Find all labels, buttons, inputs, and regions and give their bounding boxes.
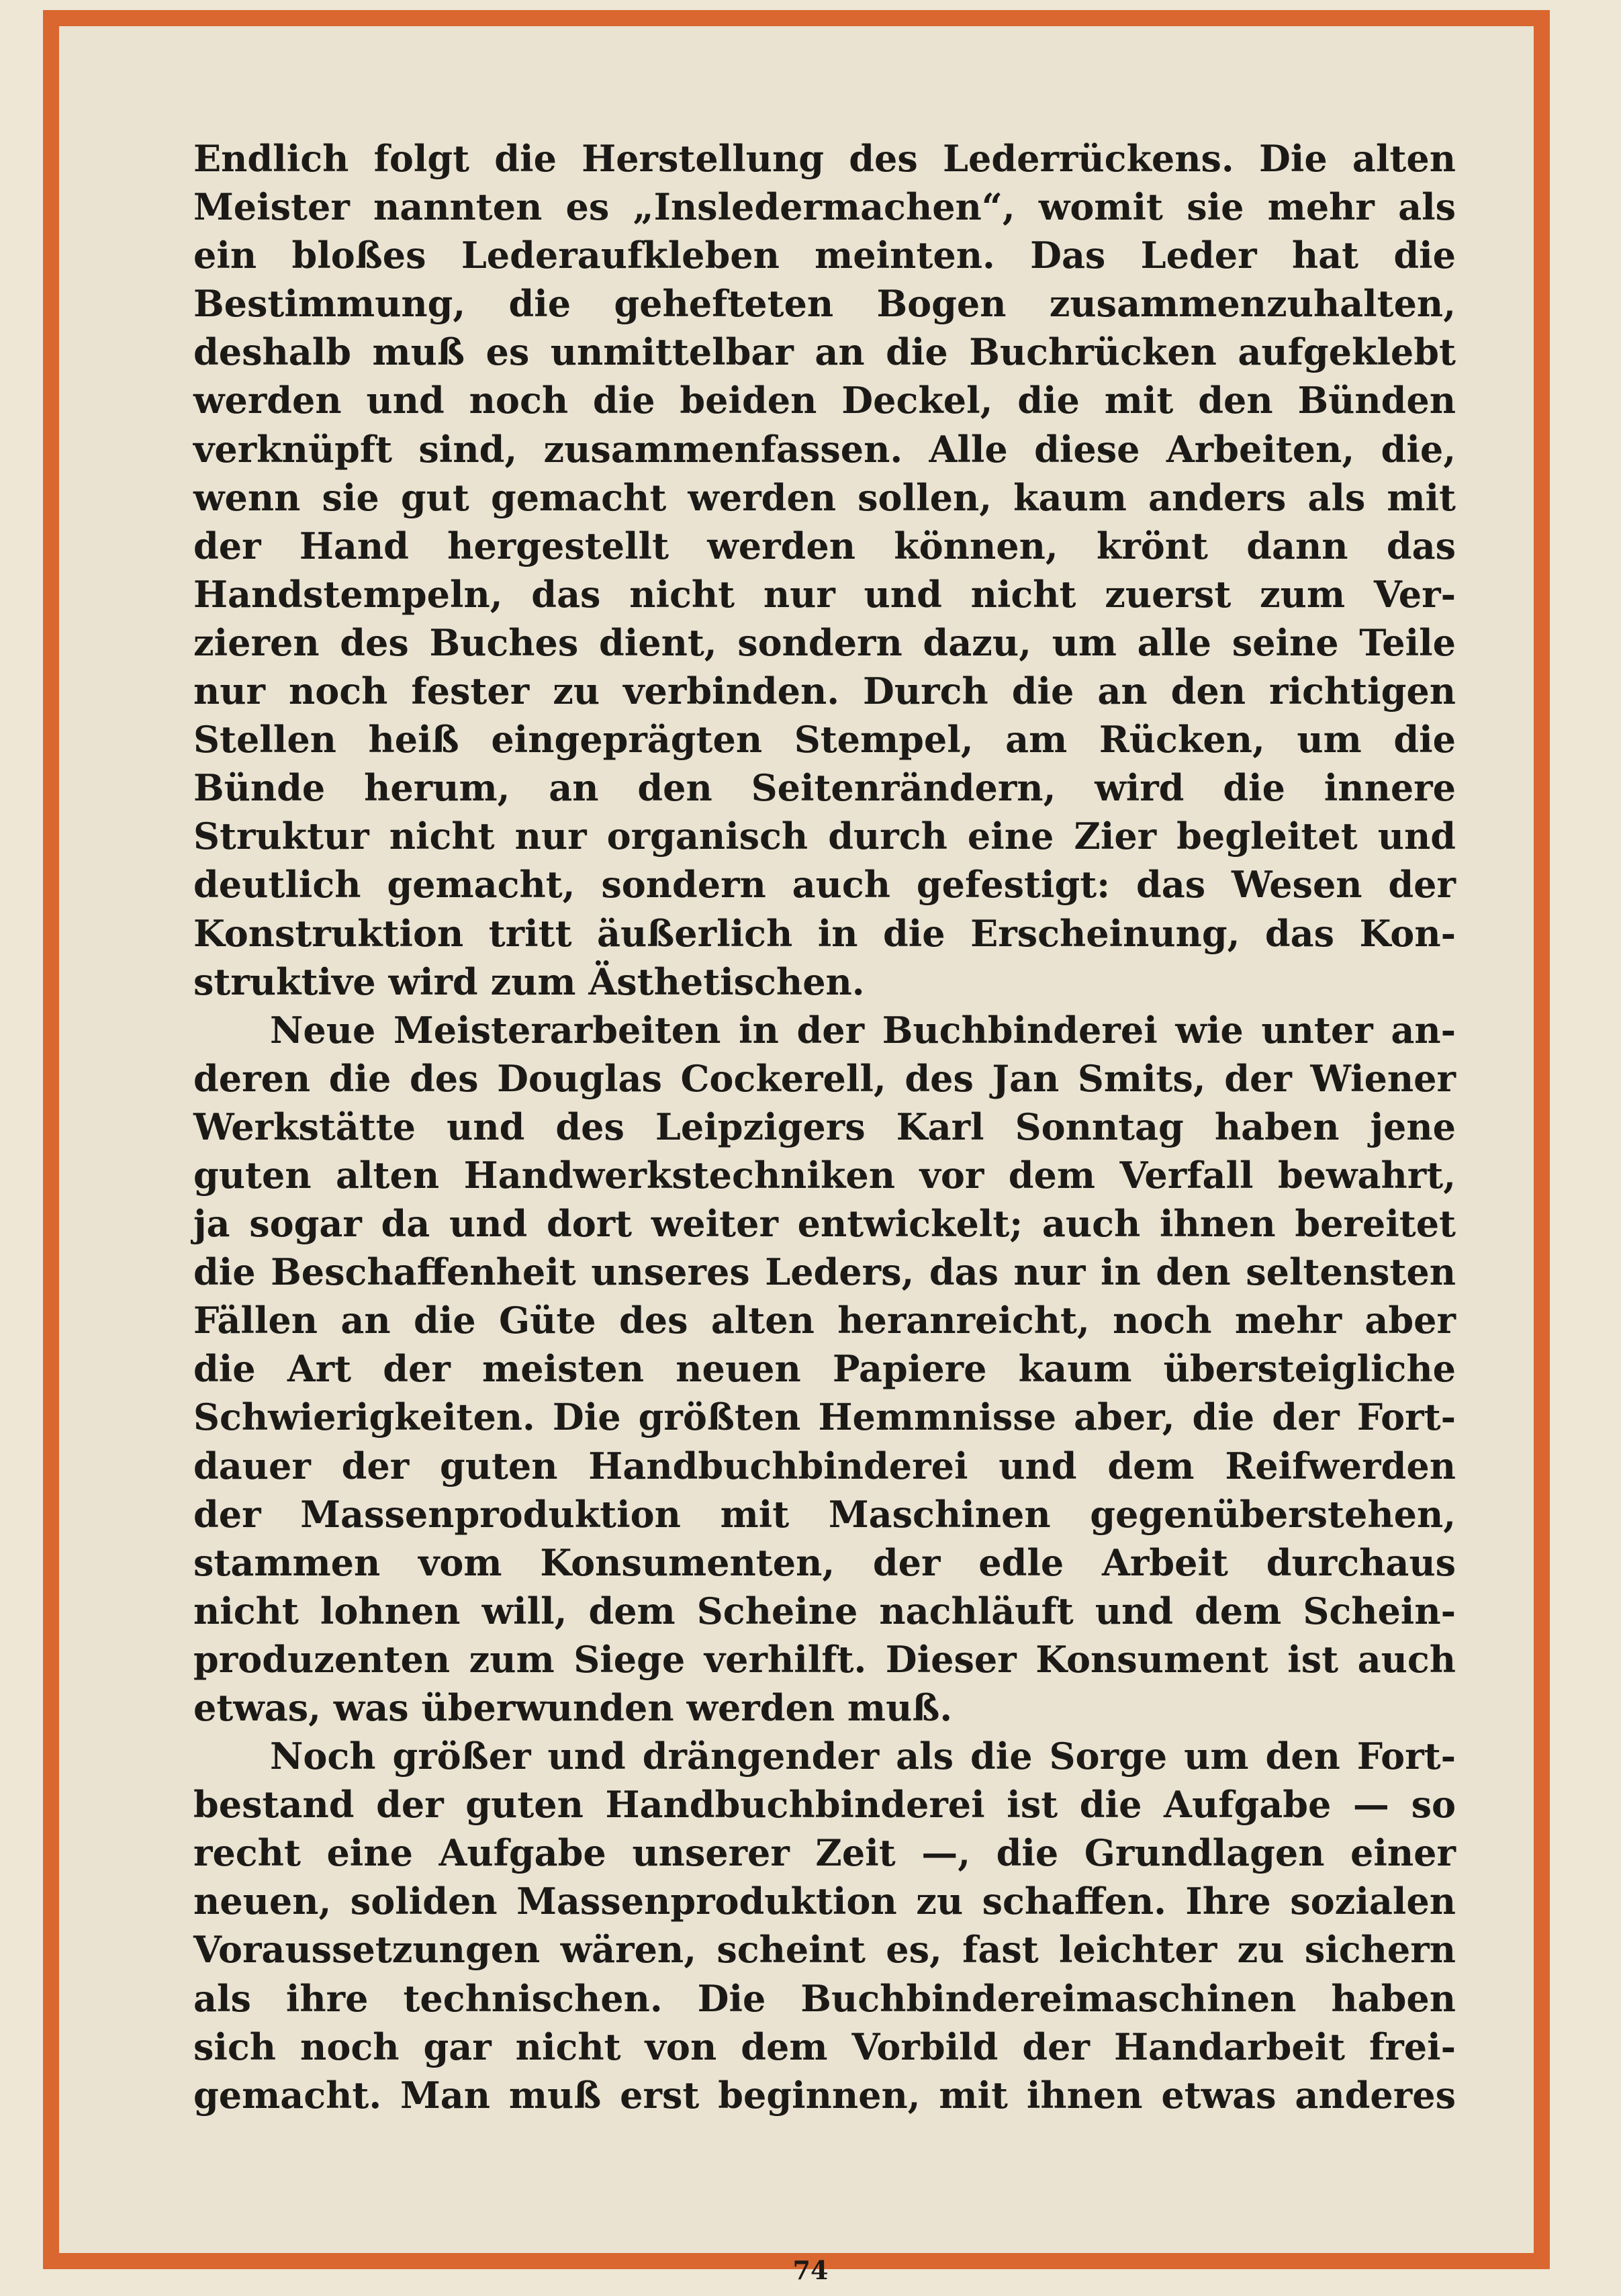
- text-line: Struktur nicht nur organisch durch eine Zier begleitet und: [193, 815, 1456, 858]
- paragraph-1: [193, 134, 1456, 1006]
- text-line: gemacht. Man muß erst beginnen, mit ihnen etwas anderes: [193, 2073, 1456, 2117]
- text-line: Fällen an die Güte des alten heranreicht, noch mehr aber: [193, 1299, 1456, 1342]
- text-line: guten alten Handwerkstechniken vor dem Verfall bewahrt,: [193, 1153, 1456, 1197]
- text-line: Neue Meisterarbeiten in der Buchbinderei wie unter an-: [270, 1008, 1456, 1052]
- text-line: nur noch fester zu verbinden. Durch die an den richtigen: [193, 670, 1456, 713]
- text-line: sich noch gar nicht von dem Vorbild der Handarbeit frei-: [193, 2025, 1456, 2068]
- text-line: der Massenproduktion mit Maschinen gegenüberstehen,: [193, 1492, 1456, 1536]
- text-line: die Beschaffenheit unseres Leders, das nur in den seltensten: [193, 1250, 1456, 1294]
- text-line: Bünde herum, an den Seitenrändern, wird die innere: [193, 766, 1456, 810]
- text-line: zieren des Buches dient, sondern dazu, um alle seine Teile: [193, 621, 1456, 664]
- text-line: struktive wird zum Ästhetischen.: [193, 960, 865, 1003]
- text-line: Voraussetzungen wären, scheint es, fast leichter zu sichern: [193, 1928, 1456, 1972]
- text-line: Endlich folgt die Herstellung des Lederrückens. Die alten: [193, 137, 1456, 180]
- text-line: nicht lohnen will, dem Scheine nachläuft und dem Schein-: [193, 1589, 1456, 1633]
- text-line: deren die des Douglas Cockerell, des Jan Smits, der Wiener: [193, 1056, 1456, 1100]
- text-line: deshalb muß es unmittelbar an die Buchrücken aufgeklebt: [193, 330, 1456, 374]
- text-line: bestand der guten Handbuchbinderei ist die Aufgabe — so: [193, 1783, 1456, 1827]
- text-line: der Hand hergestellt werden können, krönt dann das: [193, 524, 1456, 567]
- body-text: [193, 134, 1456, 2119]
- text-line: recht eine Aufgabe unserer Zeit —, die Grundlagen einer: [193, 1831, 1456, 1875]
- text-line: stammen vom Konsumenten, der edle Arbeit durchaus: [193, 1541, 1456, 1584]
- text-line: als ihre technischen. Die Buchbindereimaschinen haben: [193, 1976, 1456, 2020]
- text-line: verknüpft sind, zusammenfassen. Alle diese Arbeiten, die,: [193, 427, 1456, 471]
- text-line: Bestimmung, die gehefteten Bogen zusammenzuhalten,: [193, 282, 1456, 326]
- text-line: produzenten zum Siege verhilft. Dieser Konsument ist auch: [193, 1637, 1456, 1681]
- text-line: Schwierigkeiten. Die größten Hemmnisse aber, die der Fort-: [193, 1395, 1456, 1439]
- text-line: ja sogar da und dort weiter entwickelt; auch ihnen bereitet: [193, 1202, 1456, 1246]
- paragraph-2: [193, 1006, 1456, 1732]
- text-line: Handstempeln, das nicht nur und nicht zuerst zum Ver-: [193, 572, 1456, 616]
- text-line: Noch größer und drängender als die Sorge um den Fort-: [270, 1735, 1456, 1778]
- text-line: dauer der guten Handbuchbinderei und dem Reifwerden: [193, 1444, 1456, 1487]
- paragraph-3: [193, 1732, 1456, 2119]
- text-line: Stellen heiß eingeprägten Stempel, am Rücken, um die: [193, 718, 1456, 762]
- text-line: deutlich gemacht, sondern auch gefestigt: das Wesen der: [193, 863, 1456, 907]
- text-line: die Art der meisten neuen Papiere kaum übersteigliche: [193, 1347, 1456, 1391]
- text-line: ein bloßes Lederaufkleben meinten. Das Leder hat die: [193, 234, 1456, 277]
- text-line: Meister nannten es „Insledermachen“, womit sie mehr als: [193, 185, 1456, 229]
- text-line: wenn sie gut gemacht werden sollen, kaum anders als mit: [193, 475, 1456, 519]
- text-line: Konstruktion tritt äußerlich in die Erscheinung, das Kon-: [193, 911, 1456, 955]
- text-line: neuen, soliden Massenproduktion zu schaffen. Ihre sozialen: [193, 1880, 1456, 1923]
- text-line: Werkstätte und des Leipzigers Karl Sonntag haben jene: [193, 1105, 1456, 1148]
- text-line: etwas, was überwunden werden muß.: [193, 1686, 953, 1729]
- text-line: werden und noch die beiden Deckel, die mit den Bünden: [193, 379, 1456, 422]
- page-number: 74: [792, 2255, 829, 2285]
